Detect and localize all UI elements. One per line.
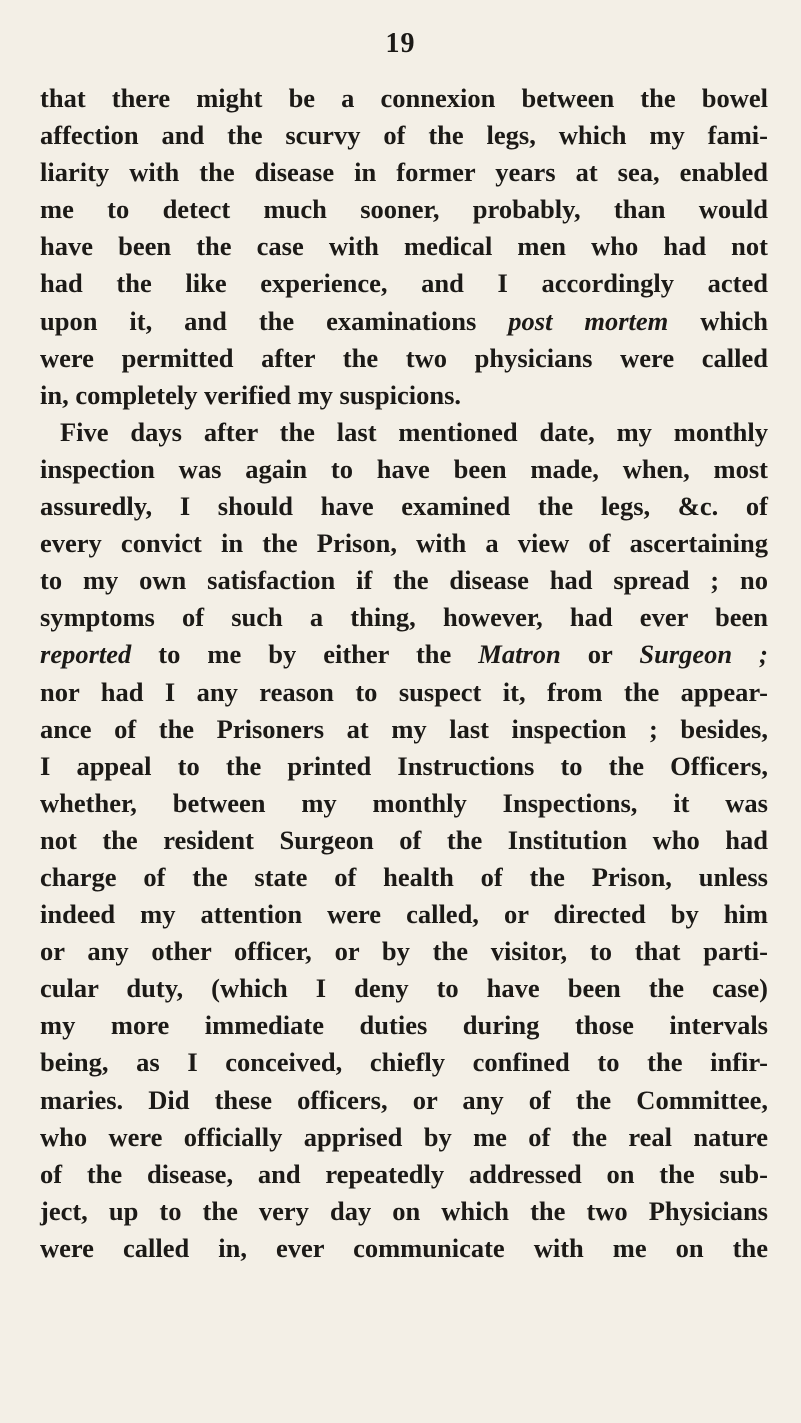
text-run: or (560, 639, 640, 670)
text-line: cular duty, (which I deny to have been the case) (40, 973, 768, 1004)
text-line: affection and the scurvy of the legs, which my fami- (40, 120, 768, 151)
text-line: not the resident Surgeon of the Institution who had (40, 824, 768, 855)
text-line: or any other officer, or by the visitor, to that parti- (40, 936, 768, 967)
text-run: to me by either the (131, 639, 479, 670)
text-line: indeed my attention were called, or directed by him (40, 899, 768, 930)
text-line: inspection was again to have been made, when, most (40, 453, 768, 484)
text-line: whether, between my monthly Inspections, it was (40, 787, 768, 818)
text-line: assuredly, I should have examined the legs, &c. of (40, 491, 768, 522)
text-line: ance of the Prisoners at my last inspection ; besides, (40, 713, 768, 744)
text-line: symptoms of such a thing, however, had ever been (40, 602, 768, 633)
text-line: being, as I conceived, chiefly confined to the infir- (40, 1047, 768, 1078)
text-line: were called in, ever communicate with me on the (40, 1232, 768, 1263)
text-line: ject, up to the very day on which the two Physicians (40, 1195, 768, 1226)
text-line: liarity with the disease in former years at sea, enabled (40, 157, 768, 188)
text-line: who were officially apprised by me of the real nature (40, 1121, 768, 1152)
paragraph-end-line: in, completely verified my suspicions. (40, 379, 462, 410)
italic-term: Matron (478, 639, 561, 670)
text-line: I appeal to the printed Instructions to the Officers, (40, 750, 768, 781)
text-line: were permitted after the two physicians were called (40, 342, 768, 373)
text-line: my more immediate duties during those intervals (40, 1010, 768, 1041)
text-line: to my own satisfaction if the disease had spread ; no (40, 565, 768, 596)
text-line: every convict in the Prison, with a view of ascertaining (40, 528, 768, 559)
text-line: nor had I any reason to suspect it, from the appear- (40, 676, 768, 707)
text-run: which (668, 305, 768, 336)
text-line (40, 636, 768, 673)
text-line: maries. Did these officers, or any of the Committee, (40, 1084, 768, 1115)
italic-term: post mortem (508, 305, 669, 336)
page-number: 19 (385, 28, 416, 59)
text-line (40, 303, 768, 340)
paragraph-start-line: Five days after the last mentioned date, my monthly (60, 416, 768, 447)
text-line: charge of the state of health of the Prison, unless (40, 861, 768, 892)
text-line: had the like experience, and I accordingly acted (40, 268, 768, 299)
text-line: of the disease, and repeatedly addressed on the sub- (40, 1158, 768, 1189)
text-run: upon it, and the examinations (40, 305, 509, 336)
text-line: have been the case with medical men who had not (40, 231, 768, 262)
body-text (40, 80, 768, 1267)
text-line: that there might be a connexion between the bowel (40, 83, 768, 113)
italic-term: reported (40, 639, 132, 670)
italic-term: Surgeon ; (639, 639, 768, 670)
text-line: me to detect much sooner, probably, than would (40, 194, 768, 225)
